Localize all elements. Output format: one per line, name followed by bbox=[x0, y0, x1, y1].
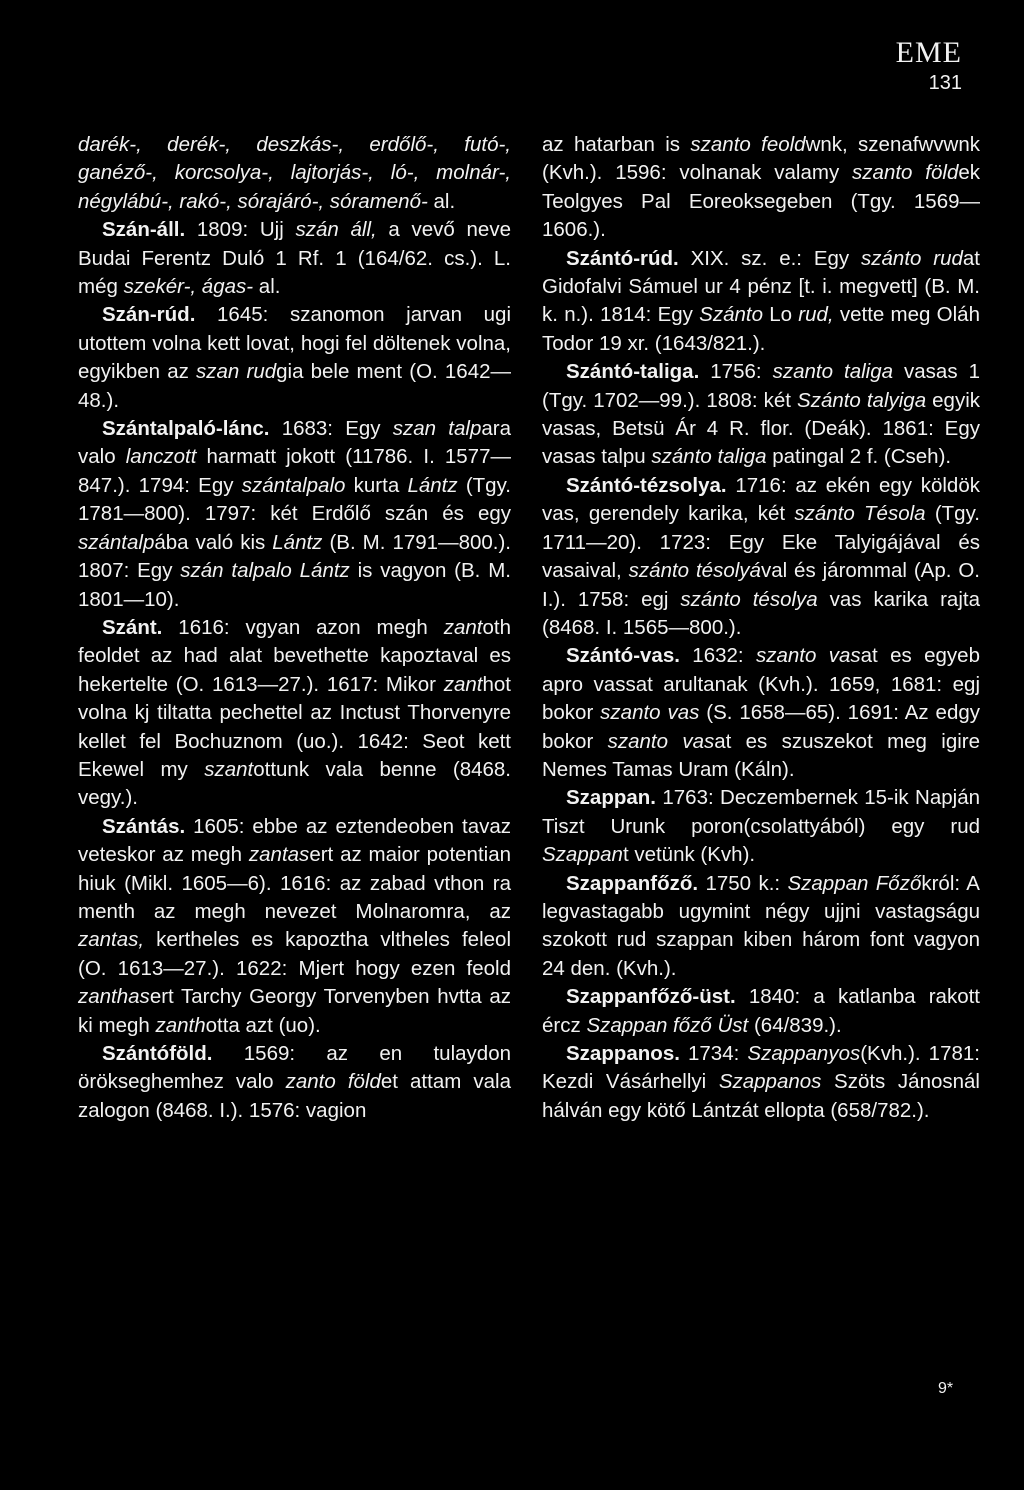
dictionary-entry: Szappanfőző-üst. 1840: a katlanba rakott ércz Szappan főző Üst (64/839.). bbox=[542, 985, 980, 1037]
dictionary-entry: Szántás. 1605: ebbe az eztendeoben tavaz veteskor az megh zantasert az maior potentian hiuk (Mikl. 1605—6). 1616: az zabad vthon ra menth az megh nevezet Molnaromra, az zantas, kertheles es kapoztha vltheles feleol (O. 1613—27.). 1622: Mjert hogy ezen feold zanthasert Tarchy Georgy Torvenyben hvtta az ki megh zanthotta azt (uo). bbox=[78, 814, 511, 1037]
dictionary-entry: Szántó-tézsolya. 1716: az ekén egy köldök vas, gerendely karika, két szánto Tésola (Tgy. 1711—20). 1723: Egy Eke Talyigájával és vasaival, szánto tésolyával és járommal (Ap. O. I.). 1758: egj szánto tésolya vas karika rajta (8468. I. 1565—800.). bbox=[542, 473, 980, 639]
dictionary-entry: Szántó-rúd. XIX. sz. e.: Egy szánto rudat Gidofalvi Sámuel ur 4 pénz [t. i. megvett] (B. M. k. n.). 1814: Egy Szánto Lo rud, vette meg Oláh Todor 19 xr. (1643/821.). bbox=[542, 246, 980, 355]
running-title: EME bbox=[895, 36, 962, 69]
dictionary-entry: Szán-rúd. 1645: szanomon jarvan ugi utottem volna kett lovat, hogi fel döltenek volna, egyikben az szan rudgia bele ment (O. 1642—48.). bbox=[78, 303, 511, 412]
dictionary-entry: Szántalpaló-lánc. 1683: Egy szan talpara valo lanczott harmatt jokott (11786. I. 1577—847.). 1794: Egy szántalpalo kurta Lántz (Tgy. 1781—800). 1797: két Erdőlő szán és egy szántalpába való kis Lántz (B. M. 1791—800.). 1807: Egy szán talpalo Lántz is vagyon (B. M. 1801—10). bbox=[78, 417, 511, 611]
dictionary-entry: Szappanfőző. 1750 k.: Szappan Főzőkról: A legvastagabb ugymint négy ujjni vastagságu szokott rud szappan kiben három font vagyon 24 den. (Kvh.). bbox=[542, 871, 980, 980]
dictionary-entry: Szán-áll. 1809: Ujj szán áll, a vevő neve Budai Ferentz Duló 1 Rf. 1 (164/62. cs.). L. még szekér-, ágas- al. bbox=[78, 218, 511, 299]
dictionary-entry: Szántóföld. 1569: az en tulaydon örökseghemhez valo zanto földet attam vala zalogon (8468. I.). 1576: vagion bbox=[78, 1042, 511, 1122]
dictionary-entry: Szántó-taliga. 1756: szanto taliga vasas 1 (Tgy. 1702—99.). 1808: két Szánto talyiga egyik vasas, Betsü Ár 4 R. flor. (Deák). 1861: Egy vasas talpu szánto taliga patingal 2 f. (Cseh). bbox=[542, 360, 980, 469]
page-header bbox=[896, 36, 962, 94]
dictionary-entry: az hatarban is szanto feoldwnk, szenafwvwnk (Kvh.). 1596: volnanak valamy szanto földek Teolgyes Pal Eoreoksegeben (Tgy. 1569—1606.). bbox=[542, 133, 980, 242]
dictionary-entry: Szánt. 1616: vgyan azon megh zantoth feoldet az had alat bevethette kapoztaval es hekertelte (O. 1613—27.). 1617: Mikor zanthot volna kj tiltatta pechettel az Inctust Thorvenyre kellet fel Bochuznom (uo.). 1642: Seot kett Ekewel my szantottunk vala benne (8468. vegy.). bbox=[78, 615, 511, 810]
dictionary-entry: Szappanos. 1734: Szappanyos(Kvh.). 1781: Kezdi Vásárhellyi Szappanos Szöts Jánosnál hálván egy kötő Lántzát ellopta (658/782.). bbox=[542, 1042, 980, 1122]
signature-mark: 9* bbox=[938, 1380, 954, 1397]
page-number: 131 bbox=[928, 72, 962, 94]
dictionary-entry: Szántó-vas. 1632: szanto vasat es egyeb apro vassat arultanak (Kvh.). 1659, 1681: egj bokor szanto vas (S. 1658—65). 1691: Az edgy bokor szanto vasat es szuszekot meg igire Nemes Tamas Uram (Káln). bbox=[542, 644, 981, 781]
dictionary-entry: Szappan. 1763: Deczembernek 15-ik Napján Tiszt Urunk poron(csolattyából) egy rud Szappant vetünk (Kvh). bbox=[542, 786, 980, 867]
right-column bbox=[542, 131, 980, 1125]
dictionary-entry: darék-, derék-, deszkás-, erdőlő-, futó-, ganéző-, korcsolya-, lajtorjás-, ló-, molnár-, négylábú-, rakó-, sórajáró-, sóramenő- al. bbox=[78, 133, 511, 213]
left-column bbox=[78, 131, 511, 1125]
